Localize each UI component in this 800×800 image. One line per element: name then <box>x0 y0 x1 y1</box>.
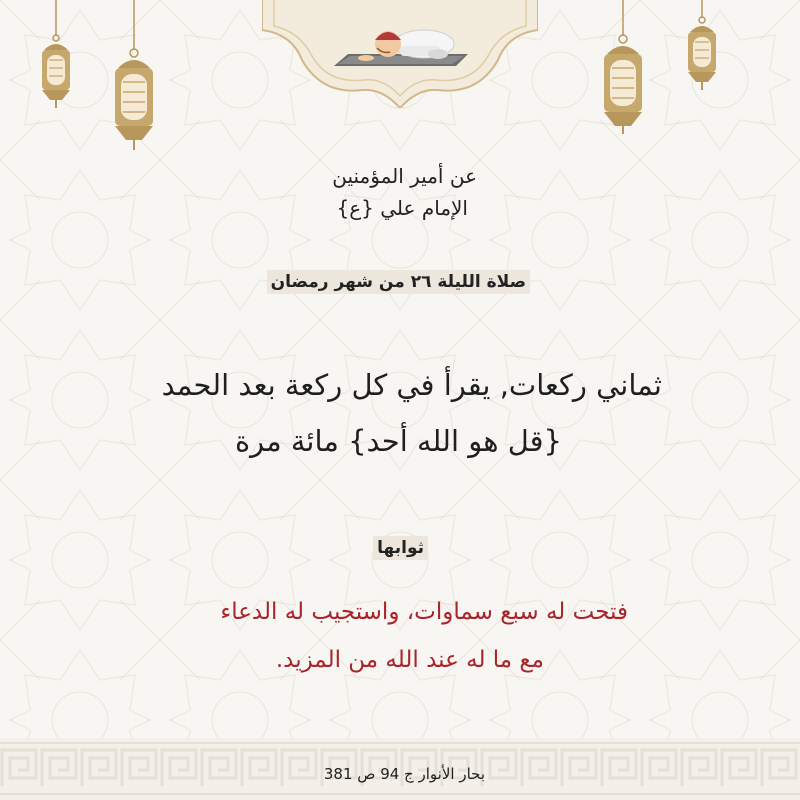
lantern-icon <box>596 0 650 136</box>
reward-text-line-1: فتحت له سبع سماوات، واستجيب له الدعاء <box>220 599 628 625</box>
lantern-icon <box>682 0 722 92</box>
prayer-text-line-1: ثماني ركعات, يقرأ في كل ركعة بعد الحمد <box>161 368 662 402</box>
prayer-text-line-2: {قل هو الله أحد} مائة مرة <box>234 424 562 458</box>
reward-title: ثوابها <box>373 536 428 560</box>
source-citation: بحار الأنوار ج 94 ص 381 <box>323 765 485 783</box>
attribution-line-1: عن أمير المؤمنين <box>332 164 477 188</box>
attribution-line-2: الإمام علي {ع} <box>336 196 468 220</box>
reward-text-line-2: مع ما له عند الله من المزيد. <box>275 647 544 673</box>
lantern-icon <box>108 0 160 152</box>
lantern-icon <box>36 0 76 110</box>
praying-person-illustration <box>328 14 474 74</box>
night-title: صلاة الليلة ٢٦ من شهر رمضان <box>267 270 530 294</box>
